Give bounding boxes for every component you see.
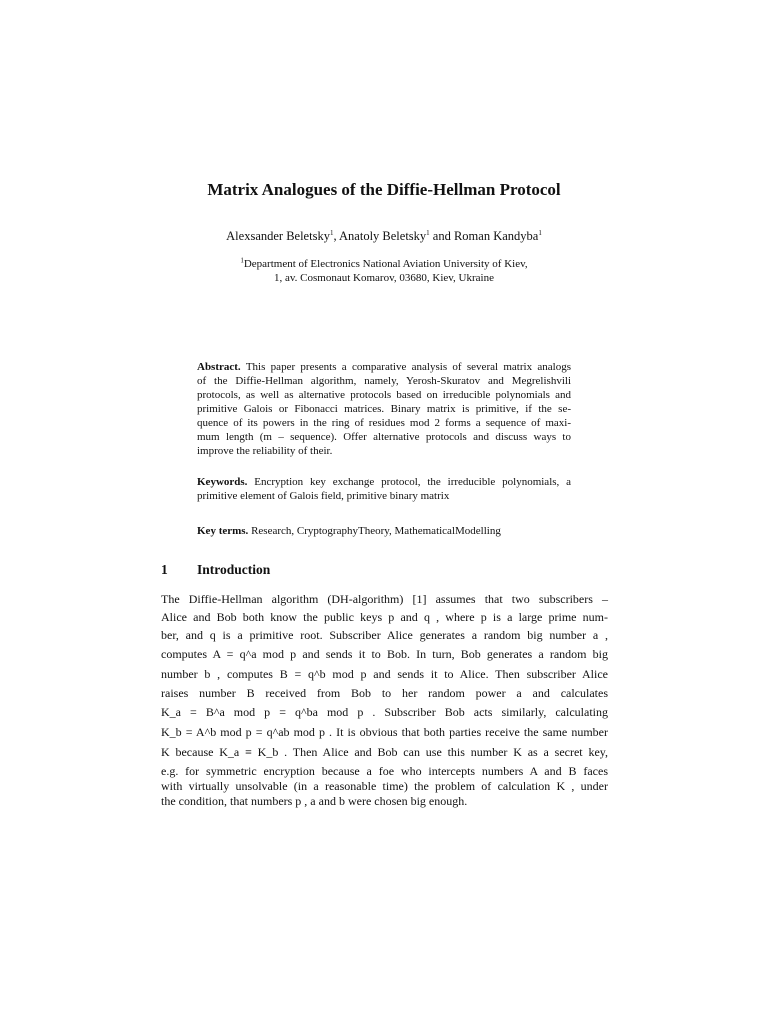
author-separator: , [333,229,340,243]
keywords-line: primitive element of Galois field, primitive binary matrix [197,490,450,502]
affiliation-mark: 1 [240,256,244,265]
body-line: the condition, that numbers p , a and b were chosen big enough. [161,794,468,808]
abstract-line: mum length (m – sequence). Offer alternative protocols and discuss ways to [197,431,571,443]
section-heading [161,562,270,578]
key-terms-label: Key terms. [197,525,249,537]
abstract-block [197,360,571,458]
affiliation-line: $^1$Department of Electronics National Aviation University of Kiev, [240,256,528,270]
abstract-line: of the Diffie-Hellman algorithm, namely, Yerosh-Skuratov and Megrelishvili [197,375,571,387]
body-line: Alice and Bob both know the public keys p and q , where p is a large prime num- [161,610,608,624]
author-affiliation-mark: 1 [538,228,542,237]
paper-title: Matrix Analogues of the Diffie-Hellman Protocol [207,180,561,199]
author-affiliation-mark: 1 [329,228,334,237]
abstract-line: primitive Galois or Fibonacci matrices. Binary matrix is primitive, if the se- [197,403,571,415]
body-line: ber, and q is a primitive root. Subscriber Alice generates a random big number a , [161,628,608,642]
abstract-label: Abstract. [197,361,241,373]
affiliation-line: 1, av. Cosmonaut Komarov, 03680, Kiev, Ukraine [274,272,494,284]
introduction-body [161,592,608,809]
body-line: K_a = B^a mod p = q^ba mod p . Subscriber Bob acts similarly, calculating [161,705,608,719]
author-separator: and [429,229,454,243]
abstract-line: quence of its powers in the ring of residues mod 2 forms a sequence of maxi- [197,417,571,429]
body-line: The Diffie-Hellman algorithm (DH-algorithm) [1] assumes that two subscribers – [161,592,608,606]
author-affiliation-mark: 1 [426,228,430,237]
body-line: computes A = q^a mod p and sends it to Bob. In turn, Bob generates a random big [161,647,608,661]
section-number: 1 [161,562,168,577]
keywords-block [197,475,571,503]
body-line: with virtually unsolvable (in a reasonable time) the problem of calculation K , under [161,779,608,793]
author-name: Anatoly Beletsky [339,229,427,243]
body-line: K_b = A^b mod p = q^ab mod p . It is obvious that both parties receive the same number [161,725,608,739]
author-name: Alexsander Beletsky [226,229,330,243]
abstract-line: protocols, as well as alternative protocols based on irreducible polynomials and [197,389,571,401]
section-title: Introduction [197,562,271,577]
body-line: K because K_a ≡ K_b . Then Alice and Bob can use this number K as a secret key, [161,745,608,759]
author-list [0,229,768,244]
keywords-label: Keywords. [197,476,248,488]
key-terms-line: Key terms. Research, CryptographyTheory, MathematicalModelling [197,525,501,537]
keywords-line: Keywords. Encryption key exchange protocol, the irreducible polynomials, a [197,476,572,488]
abstract-line: improve the reliability of their. [197,445,333,457]
body-line: number b , computes B = q^b mod p and sends it to Alice. Then subscriber Alice [161,667,608,681]
abstract-line: Abstract. This paper presents a comparative analysis of several matrix analogs [197,361,571,373]
affiliation [0,257,768,285]
body-line: e.g. for symmetric encryption because a foe who intercepts numbers A and B faces [161,764,608,778]
body-line: raises number B received from Bob to her random power a and calculates [161,686,608,700]
key-terms-block [197,524,571,538]
author-name: Roman Kandyba [453,229,539,243]
